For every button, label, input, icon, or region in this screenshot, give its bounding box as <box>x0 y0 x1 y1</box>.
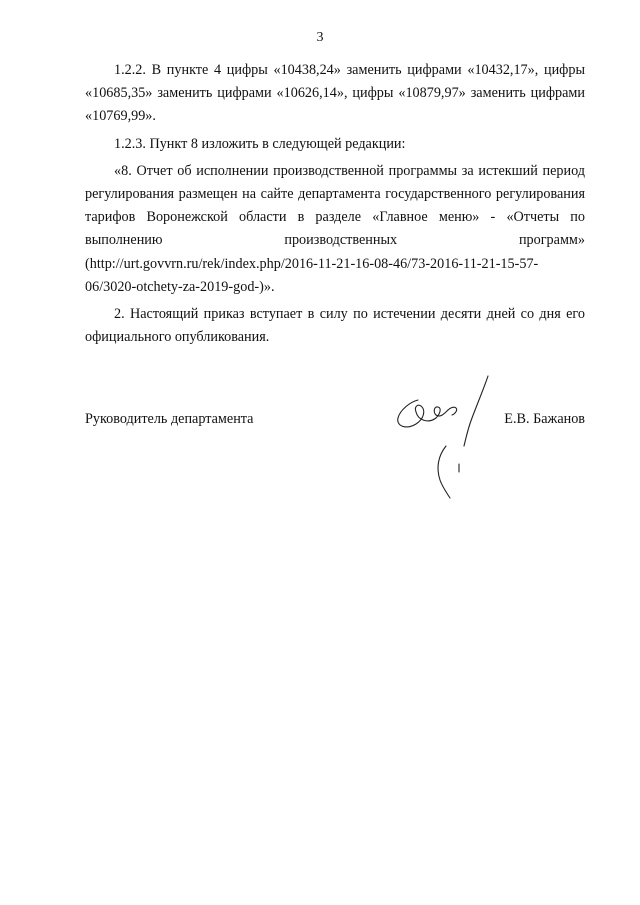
signature-row <box>85 411 585 435</box>
paragraph-2: 2. Настоящий приказ вступает в силу по истечении десяти дней со дня его официального опубликования. <box>85 306 585 346</box>
paragraph-item-8-text: «8. Отчет об исполнении производственной программы за истекший период регулирования размещен на сайте департамента государственного регулирования тарифов Воронежской области в разделе «Главное меню» - «Отчеты по выполнению производственных программ» <box>85 162 585 249</box>
paragraph-item-8 <box>85 160 585 299</box>
signer-name: Е.В. Бажанов <box>504 411 585 427</box>
paragraph-1-2-2: 1.2.2. В пункте 4 цифры «10438,24» заменить цифрами «10432,17», цифры «10685,35» заменить цифрами «10626,14», цифры «10879,97» заменить цифрами «10769,99». <box>85 62 585 125</box>
paragraph-item-8-url: (http://urt.govvrn.ru/rek/index.php/2016-11-21-16-08-46/73-2016-11-21-15-57-06/3020-otchety-za-2019-god-)». <box>85 255 539 295</box>
signer-position: Руководитель департамента <box>85 411 254 427</box>
paragraph-1-2-3: 1.2.3. Пункт 8 изложить в следующей редакции: <box>114 135 406 152</box>
document-body <box>85 59 585 349</box>
page-number: 3 <box>316 30 324 45</box>
handwritten-signature <box>388 368 498 503</box>
